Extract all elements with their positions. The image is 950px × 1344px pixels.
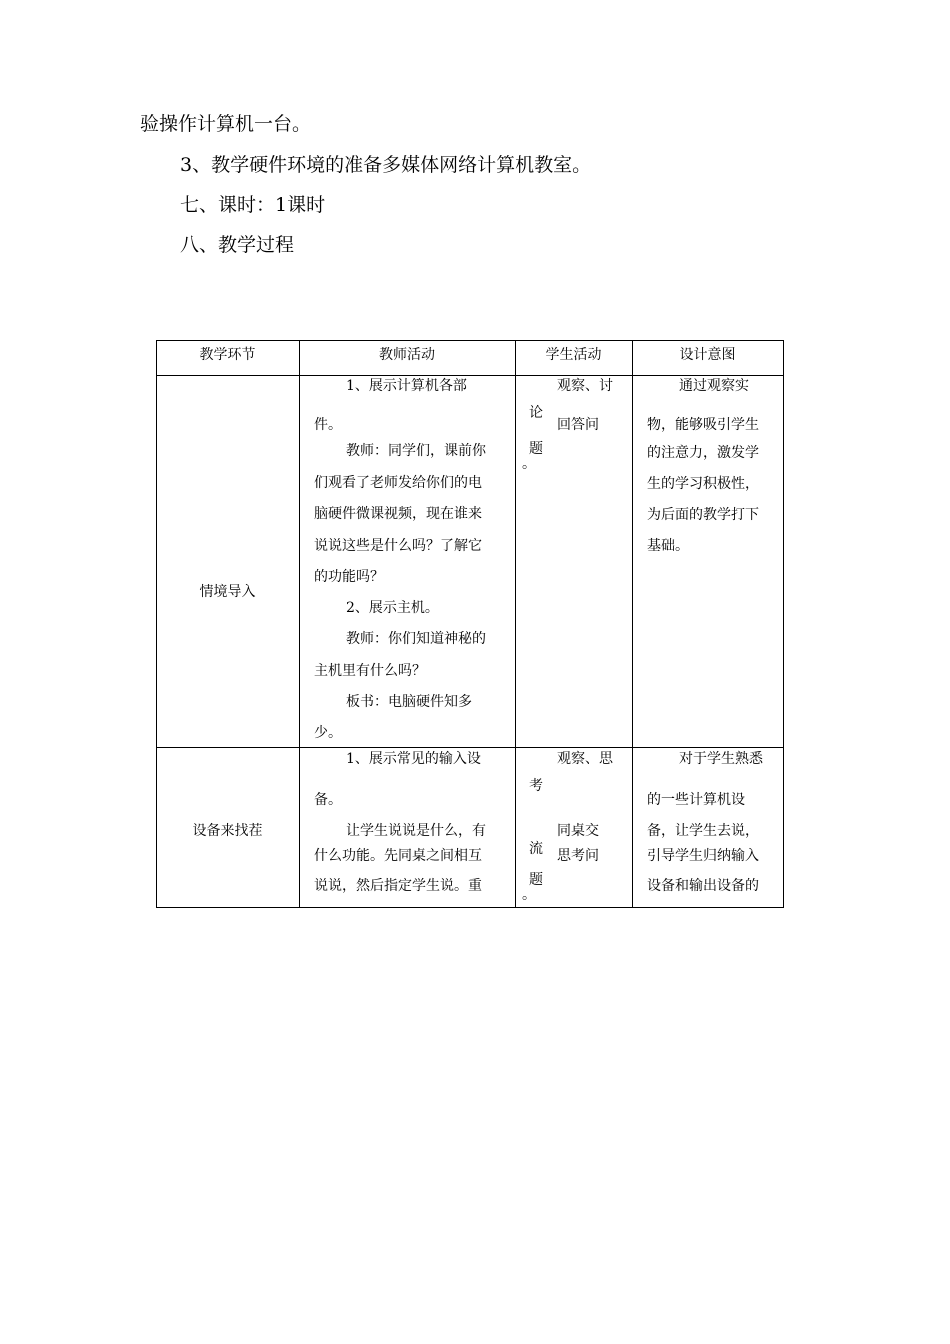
header-student-activity: 学生活动: [545, 347, 602, 363]
teacher-line: 的功能吗？: [314, 569, 384, 585]
stage-cell-device-finder: 设备来找茬: [192, 823, 263, 839]
table-col-divider-3: [632, 340, 633, 908]
teacher-line: 教师：同学们，课前你: [346, 443, 486, 459]
student-line: 观察、讨: [557, 378, 613, 394]
paragraph-class-hours: 七、课时：1课时: [180, 194, 326, 216]
table-row-divider: [156, 747, 784, 748]
table-col-divider-2: [515, 340, 516, 908]
teacher-line: 说说，然后指定学生说。重: [314, 878, 482, 894]
intent-line: 的注意力，激发学: [647, 445, 759, 461]
teacher-line: 让学生说说是什么，有: [346, 823, 486, 839]
intent-line: 通过观察实: [679, 378, 749, 394]
teacher-line: 说说这些是什么吗？了解它: [314, 538, 482, 554]
intent-line: 基础。: [647, 538, 689, 554]
student-line: 论: [529, 405, 543, 421]
table-border-top: [156, 340, 784, 341]
teacher-line: 1、展示常见的输入设: [346, 751, 481, 767]
student-line: 观察、思: [557, 751, 613, 767]
teacher-line: 什么功能。先同桌之间相互: [314, 848, 482, 864]
intent-line: 引导学生归纳输入: [647, 848, 759, 864]
paragraph-teaching-process-heading: 八、教学过程: [180, 234, 295, 256]
intent-line: 物，能够吸引学生: [647, 417, 759, 433]
paragraph-equipment-end: 验操作计算机一台。: [140, 113, 312, 135]
table-border-right: [783, 340, 784, 908]
student-line: 考: [529, 778, 543, 794]
stage-cell-situation-intro: 情境导入: [199, 584, 256, 600]
student-line: 题: [529, 872, 543, 888]
student-line: 思考问: [557, 848, 599, 864]
teacher-line: 主机里有什么吗？: [314, 663, 426, 679]
student-line: 同桌交: [557, 823, 599, 839]
teacher-line: 教师：你们知道神秘的: [346, 631, 486, 647]
teacher-line: 们观看了老师发给你们的电: [314, 475, 482, 491]
intent-line: 设备和输出设备的: [647, 878, 759, 894]
intent-line: 的一些计算机设: [647, 792, 745, 808]
student-line: 回答问: [557, 417, 599, 433]
student-line: 。: [522, 456, 536, 472]
table-border-bottom: [156, 907, 784, 908]
header-teacher-activity: 教师活动: [379, 347, 435, 363]
teacher-line: 脑硬件微课视频，现在谁来: [314, 506, 482, 522]
teacher-line: 件。: [314, 417, 342, 433]
teacher-line: 备。: [314, 792, 342, 808]
student-line: 流: [529, 841, 543, 857]
intent-line: 生的学习积极性，: [647, 476, 759, 492]
paragraph-hardware-environment: 3、教学硬件环境的准备多媒体网络计算机教室。: [180, 154, 592, 176]
teacher-line: 板书：电脑硬件知多: [346, 694, 472, 710]
intent-line: 备，让学生去说，: [647, 823, 759, 839]
intent-line: 为后面的教学打下: [647, 507, 759, 523]
teaching-process-table: [156, 340, 784, 908]
teacher-line: 1、展示计算机各部: [346, 378, 467, 394]
student-line: 题: [529, 441, 543, 457]
intent-line: 对于学生熟悉: [679, 751, 763, 767]
header-teaching-stage: 教学环节: [199, 347, 256, 363]
student-line: 。: [522, 887, 536, 903]
teacher-line: 2、展示主机。: [346, 600, 439, 616]
table-col-divider-1: [299, 340, 300, 908]
teacher-line: 少。: [314, 725, 342, 741]
header-design-intent: 设计意图: [679, 347, 736, 363]
